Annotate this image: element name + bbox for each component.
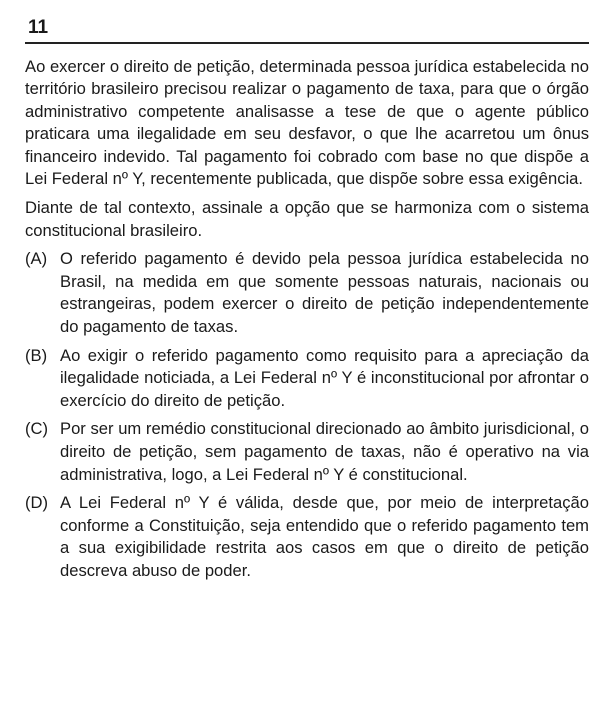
option-letter: (D): [25, 493, 49, 513]
option-text: O referido pagamento é devido pela pessoa jurídica estabelecida no Brasil, na medida em que somente pessoas naturais, nacionais ou estrangeiras, podem exercer o direito de petição independentemente do pagamento de taxas.: [60, 249, 589, 337]
option-b[interactable]: [25, 345, 589, 413]
option-text: A Lei Federal nº Y é válida, desde que, por meio de interpretação conforme a Constituição, seja entendido que o referido pagamento tem a sua exigibilidade restrita aos casos em que o direito de petição descreva abuso de poder.: [60, 493, 589, 580]
question-number: 11: [28, 17, 49, 38]
option-letter: (A): [25, 249, 48, 269]
header-divider: [25, 42, 589, 44]
option-text: Por ser um remédio constitucional direcionado ao âmbito jurisdicional, o direito de petição, sem pagamento de taxas, não é operativo na via administrativa, logo, a Lei Federal nº Y é constitucional.: [60, 419, 589, 484]
question-prompt: Diante de tal contexto, assinale a opção que se harmoniza com o sistema constitucional brasileiro.: [25, 198, 589, 240]
option-letter: (C): [25, 419, 49, 439]
options-list: [25, 248, 589, 582]
option-letter: (B): [25, 345, 48, 365]
option-c[interactable]: [25, 418, 589, 486]
option-a[interactable]: [25, 248, 589, 338]
option-text: Ao exigir o referido pagamento como requisito para a apreciação da ilegalidade noticiada, a Lei Federal nº Y é inconstitucional por afrontar o exercício do direito de petição.: [60, 345, 589, 410]
option-d[interactable]: [25, 492, 589, 582]
question-statement: Ao exercer o direito de petição, determinada pessoa jurídica estabelecida no território brasileiro precisou realizar o pagamento de taxa, para que o órgão administrativo competente analisasse a tese de que o agente público praticara uma ilegalidade em seu desfavor, o que lhe acarretou um ônus financeiro indevido. Tal pagamento foi cobrado com base no que dispõe a Lei Federal nº Y, recentemente publicada, que dispõe sobre essa exigência.: [25, 56, 589, 189]
